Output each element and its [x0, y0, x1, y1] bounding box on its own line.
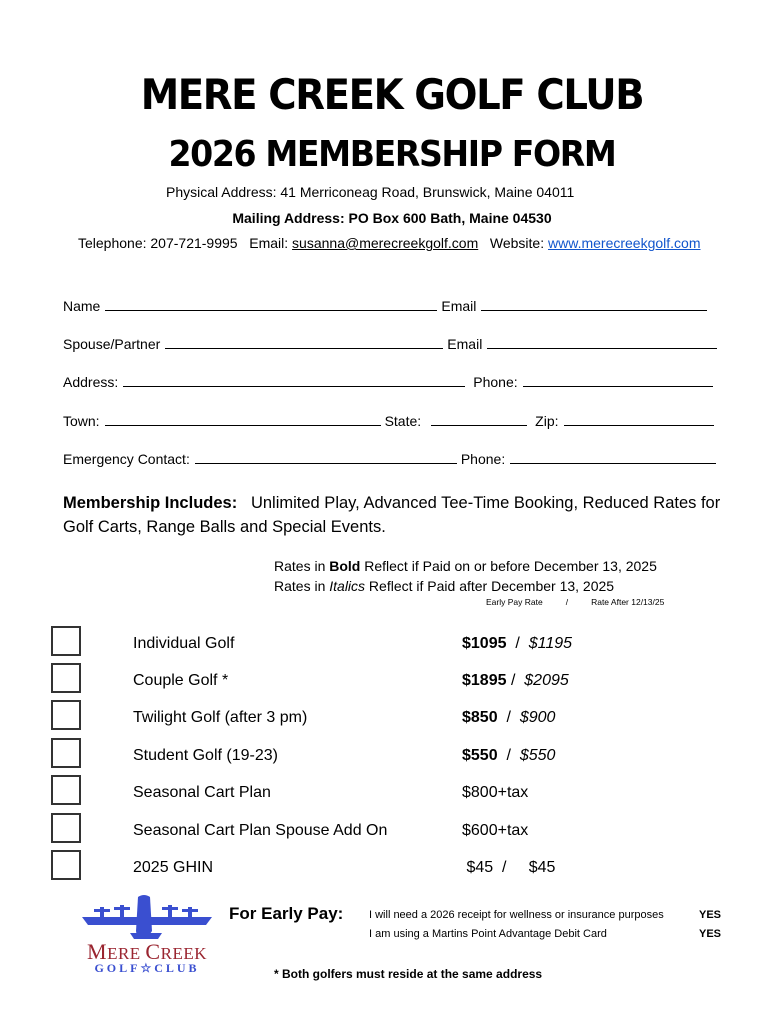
- membership-option-label: Student Golf (19-23): [133, 747, 278, 764]
- rates-note-italic: Italics: [329, 578, 366, 594]
- town-row: [63, 412, 718, 429]
- rate-header-sep: /: [565, 597, 569, 607]
- website-label: Website:: [478, 235, 549, 251]
- price-separator: /: [497, 709, 520, 726]
- address-input[interactable]: [123, 373, 465, 387]
- rates-column-header: [486, 597, 664, 607]
- phone-label: Phone:: [473, 374, 518, 390]
- receipt-yes-option[interactable]: YES: [698, 909, 721, 921]
- email-label: Email: [441, 298, 477, 314]
- state-input[interactable]: [431, 412, 527, 426]
- late-price: $900: [519, 709, 556, 726]
- early-rate-header: Early Pay Rate: [486, 597, 543, 607]
- price-separator: /: [506, 672, 525, 689]
- membership-option-price: [462, 635, 572, 653]
- email-input[interactable]: [481, 297, 707, 311]
- rates-bold-note: [274, 558, 657, 574]
- membership-option-label: Couple Golf *: [133, 672, 229, 689]
- receipt-question: I will need a 2026 receipt for wellness or insurance purposes: [369, 909, 664, 921]
- membership-option-price: $800+tax: [462, 784, 529, 801]
- membership-checkbox[interactable]: [51, 738, 81, 768]
- logo-wordmark: MERE CREEK: [87, 939, 207, 964]
- early-price: $1895: [462, 672, 507, 689]
- physical-address: Physical Address: 41 Merriconeag Road, Brunswick, Maine 04011: [166, 184, 575, 200]
- rates-note-text: Reflect if Paid after December 13, 2025: [365, 578, 615, 594]
- website-link[interactable]: www.merecreekgolf.com: [548, 235, 701, 251]
- membership-checkbox[interactable]: [51, 663, 81, 693]
- membership-option-label: Individual Golf: [133, 635, 235, 652]
- club-title: MERE CREEK GOLF CLUB: [140, 70, 644, 119]
- debit-card-question: I am using a Martins Point Advantage Debit Card: [369, 928, 607, 940]
- membership-option-price: [462, 747, 555, 765]
- membership-checkbox[interactable]: [51, 700, 81, 730]
- debit-card-yes-option[interactable]: YES: [698, 928, 721, 940]
- membership-includes: [63, 491, 733, 539]
- telephone-label: Telephone: 207-721-9995 Email:: [78, 235, 293, 251]
- emergency-phone-input[interactable]: [510, 450, 716, 464]
- emergency-row: [63, 450, 720, 467]
- spouse-email-input[interactable]: [487, 335, 717, 349]
- email-link[interactable]: susanna@merecreekgolf.com: [292, 235, 479, 251]
- address-row: [63, 373, 717, 390]
- late-rate-header: Rate After 12/13/25: [591, 597, 665, 607]
- emergency-label: Emergency Contact:: [63, 451, 190, 467]
- late-price: $1195: [528, 635, 573, 652]
- membership-option-price: [462, 709, 555, 727]
- includes-label: Membership Includes:: [63, 494, 238, 512]
- price-separator: /: [497, 747, 520, 764]
- early-pay-label: For Early Pay:: [229, 904, 344, 923]
- rates-note-text: Rates in: [274, 558, 330, 574]
- rates-note-text: Reflect if Paid on or before December 13, 2025: [360, 558, 657, 574]
- spouse-email-label: Email: [447, 336, 483, 352]
- membership-checkbox[interactable]: [51, 813, 81, 843]
- footnote: * Both golfers must reside at the same address: [274, 967, 543, 981]
- state-label: State:: [384, 413, 422, 429]
- includes-text: Unlimited Play, Advanced Tee-Time Booking, Reduced Rates for Golf Carts, Range Balls and Special Events.: [63, 494, 725, 536]
- early-price: $1095: [462, 635, 507, 652]
- airplane-icon: [72, 895, 222, 945]
- membership-option-label: Seasonal Cart Plan Spouse Add On: [133, 822, 388, 839]
- rates-note-bold: Bold: [329, 558, 361, 574]
- early-price: $550: [462, 747, 498, 764]
- rates-note-text: Rates in: [274, 578, 330, 594]
- name-label: Name: [63, 298, 101, 314]
- membership-option-price: [462, 672, 569, 690]
- town-input[interactable]: [105, 412, 381, 426]
- form-title: 2026 MEMBERSHIP FORM: [168, 134, 616, 175]
- membership-option-price: $45 / $45: [462, 859, 556, 876]
- membership-checkbox[interactable]: [51, 775, 81, 805]
- membership-option-label: 2025 GHIN: [133, 859, 214, 876]
- membership-checkbox[interactable]: [51, 626, 81, 656]
- late-price: $550: [519, 747, 556, 764]
- zip-input[interactable]: [564, 412, 714, 426]
- name-row: [63, 297, 711, 314]
- logo-subtitle: GOLF☆CLUB: [94, 961, 200, 975]
- early-price: $850: [462, 709, 498, 726]
- spouse-input[interactable]: [165, 335, 443, 349]
- club-logo: [72, 895, 222, 980]
- name-input[interactable]: [105, 297, 437, 311]
- contact-line: [78, 235, 701, 251]
- town-label: Town:: [63, 413, 100, 429]
- emergency-input[interactable]: [195, 450, 457, 464]
- spouse-row: [63, 335, 721, 352]
- late-price: $2095: [524, 672, 569, 689]
- membership-option-label: Seasonal Cart Plan: [133, 784, 271, 801]
- spouse-label: Spouse/Partner: [63, 336, 161, 352]
- price-separator: /: [506, 635, 529, 652]
- membership-option-price: $600+tax: [462, 822, 529, 839]
- membership-option-label: Twilight Golf (after 3 pm): [133, 709, 308, 726]
- zip-label: Zip:: [535, 413, 559, 429]
- phone-input[interactable]: [523, 373, 713, 387]
- rates-italic-note: [274, 578, 614, 594]
- membership-checkbox[interactable]: [51, 850, 81, 880]
- emergency-phone-label: Phone:: [460, 451, 506, 467]
- mailing-address: Mailing Address: PO Box 600 Bath, Maine 04530: [232, 210, 552, 226]
- address-label: Address:: [63, 374, 119, 390]
